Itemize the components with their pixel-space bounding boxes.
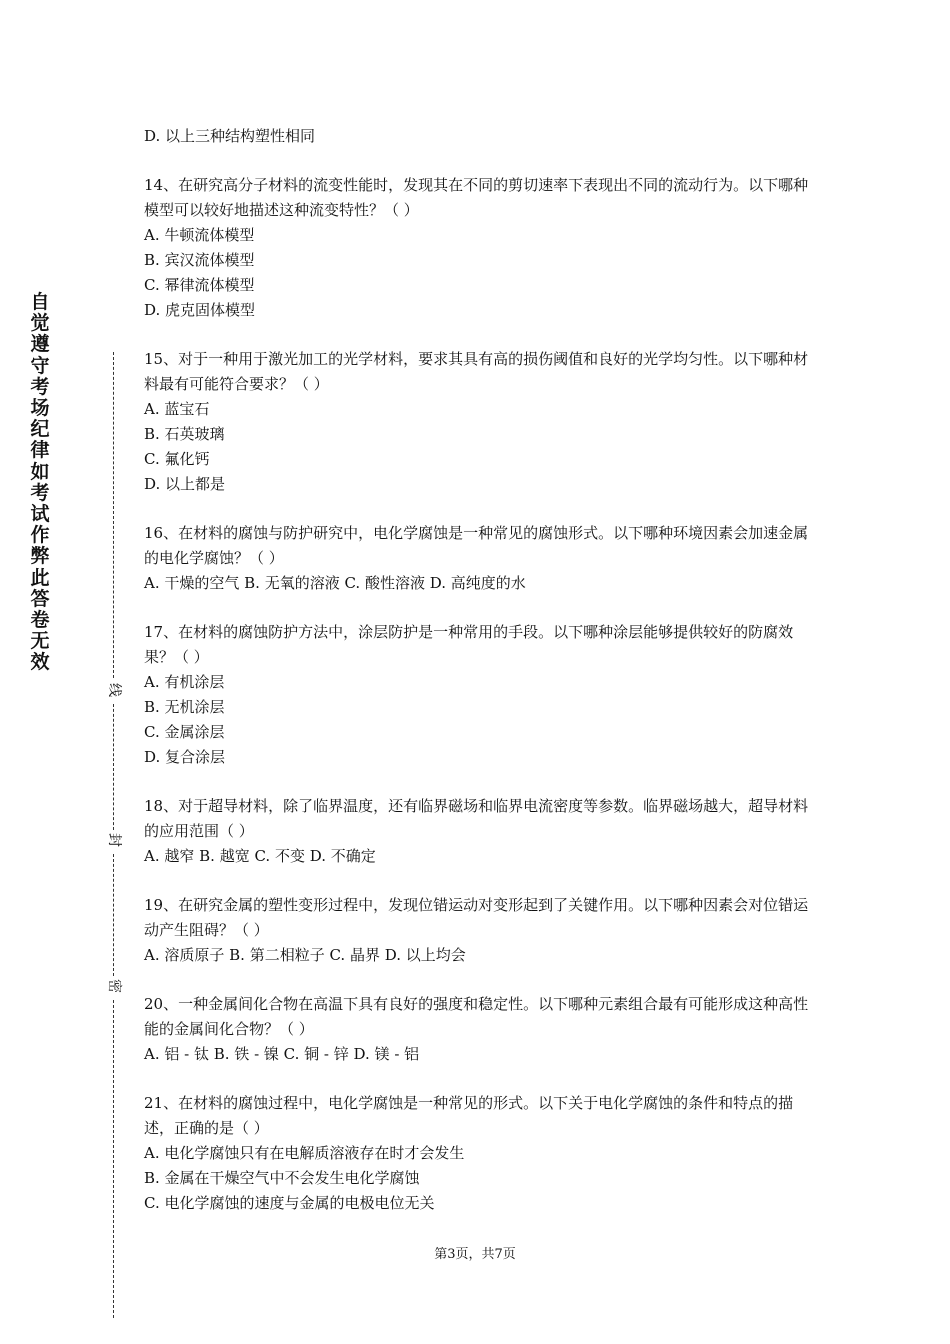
option: A. 蓝宝石: [144, 400, 210, 418]
seal-label-secret: 密: [106, 979, 122, 993]
option: A. 电化学腐蚀只有在电解质溶液存在时才会发生: [144, 1144, 465, 1162]
exam-discipline-notice: 自觉遵守考场纪律如考试作弊此答卷无效: [30, 291, 50, 674]
question-21: [144, 1091, 810, 1216]
binding-dashed-line: [113, 1000, 114, 1318]
binding-dashed-line: [113, 704, 114, 830]
question-text: 15、对于一种用于激光加工的光学材料，要求其具有高的损伤阈值和良好的光学均匀性。以下哪种材料最有可能符合要求？（ ）: [144, 350, 809, 393]
question-15: [144, 347, 810, 497]
question-text: 14、在研究高分子材料的流变性能时，发现其在不同的剪切速率下表现出不同的流动行为。以下哪种模型可以较好地描述这种流变特性？（ ）: [144, 176, 809, 219]
seal-label-line: 线: [106, 683, 122, 697]
option: C. 金属涂层: [144, 723, 225, 741]
question-text: 21、在材料的腐蚀过程中，电化学腐蚀是一种常见的形式。以下关于电化学腐蚀的条件和特点的描述，正确的是（ ）: [144, 1094, 794, 1137]
option: C. 电化学腐蚀的速度与金属的电极电位无关: [144, 1194, 435, 1212]
question-text: 18、对于超导材料，除了临界温度，还有临界磁场和临界电流密度等参数。临界磁场越大，超导材料的应用范围（ ）: [144, 797, 809, 840]
option: C. 氟化钙: [144, 450, 210, 468]
question-19: [144, 893, 810, 968]
question-14: [144, 173, 810, 323]
question-18: [144, 794, 810, 869]
question-text: 19、在研究金属的塑性变形过程中，发现位错运动对变形起到了关键作用。以下哪种因素会对位错运动产生阻碍？（ ）: [144, 896, 809, 939]
binding-dashed-line: [113, 352, 114, 678]
question-text: 17、在材料的腐蚀防护方法中，涂层防护是一种常用的手段。以下哪种涂层能够提供较好的防腐效果？（ ）: [144, 623, 794, 666]
option: D. 虎克固体模型: [144, 301, 256, 319]
option: A. 越窄 B. 越宽 C. 不变 D. 不确定: [144, 847, 376, 865]
option: A. 有机涂层: [144, 673, 225, 691]
option: D. 以上都是: [144, 475, 226, 493]
question-20: [144, 992, 810, 1067]
question-13-tail: [144, 124, 810, 149]
seal-label-seal: 封: [106, 833, 122, 847]
option: A. 铝 - 钛 B. 铁 - 镍 C. 铜 - 锌 D. 镁 - 铝: [144, 1045, 420, 1063]
option: B. 石英玻璃: [144, 425, 225, 443]
option: A. 干燥的空气 B. 无氧的溶液 C. 酸性溶液 D. 高纯度的水: [144, 574, 526, 592]
option: D. 复合涂层: [144, 748, 226, 766]
option: D. 以上三种结构塑性相同: [144, 127, 316, 145]
question-16: [144, 521, 810, 596]
question-text: 16、在材料的腐蚀与防护研究中，电化学腐蚀是一种常见的腐蚀形式。以下哪种环境因素会加速金属的电化学腐蚀？（ ）: [144, 524, 809, 567]
option: B. 金属在干燥空气中不会发生电化学腐蚀: [144, 1169, 420, 1187]
option: A. 溶质原子 B. 第二相粒子 C. 晶界 D. 以上均会: [144, 946, 466, 964]
option: B. 宾汉流体模型: [144, 251, 255, 269]
binding-dashed-line: [113, 854, 114, 976]
option: A. 牛顿流体模型: [144, 226, 255, 244]
question-17: [144, 620, 810, 770]
question-list: [144, 124, 810, 1240]
option: C. 幂律流体模型: [144, 276, 255, 294]
option: B. 无机涂层: [144, 698, 225, 716]
question-text: 20、一种金属间化合物在高温下具有良好的强度和稳定性。以下哪种元素组合最有可能形成这种高性能的金属间化合物？（ ）: [144, 995, 809, 1038]
page-number-footer: 第3页，共7页: [434, 1247, 516, 1262]
